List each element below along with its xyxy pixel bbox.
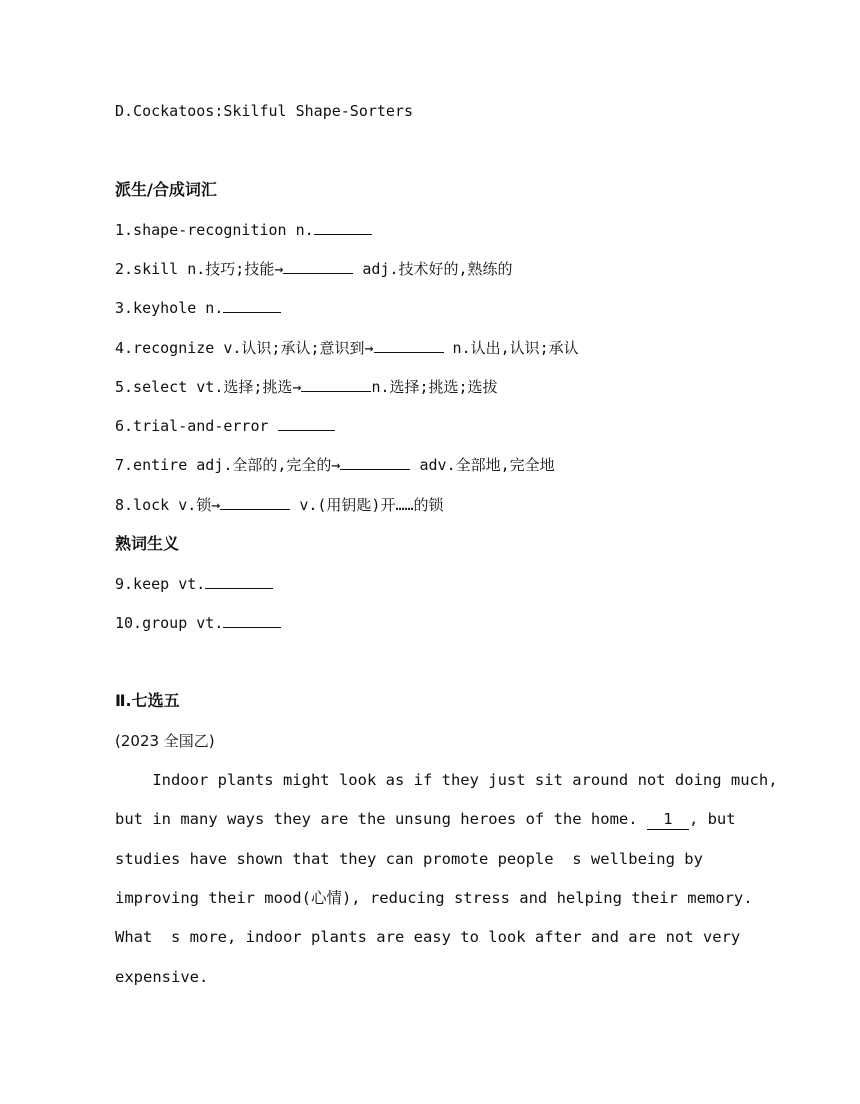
section-heading-seven: Ⅱ.七选五 (115, 691, 180, 710)
passage-text: , but (688, 810, 736, 828)
passage-line-2 (115, 809, 736, 830)
answer-blank (223, 612, 281, 628)
section-heading-familiar: 熟词生义 (115, 534, 180, 553)
vocab-prefix: 8.lock v.锁→ (115, 496, 221, 514)
vocab-prefix: 4.recognize v.认识;承认;意识到→ (115, 339, 374, 357)
vocab-suffix: adj.技术好的,熟练的 (353, 260, 513, 278)
passage-line-3: studies have shown that they can promote people s wellbeing by (115, 850, 703, 868)
answer-blank (374, 337, 444, 353)
vocab-prefix: 9.keep vt. (115, 575, 206, 593)
answer-blank (301, 376, 371, 392)
vocab-prefix: 5.select vt.选择;挑选→ (115, 378, 302, 396)
vocab-item-1 (115, 219, 372, 240)
vocab-suffix: adv.全部地,完全地 (410, 456, 555, 474)
vocab-prefix: 1.shape-recognition n. (115, 221, 314, 239)
vocab-prefix: 7.entire adj.全部的,完全的→ (115, 456, 341, 474)
vocab-item-9 (115, 573, 273, 594)
passage-line-1: Indoor plants might look as if they just sit around not doing much, (115, 771, 778, 789)
vocab-prefix: 3.keyhole n. (115, 299, 224, 317)
vocab-item-7 (115, 454, 555, 475)
answer-blank (223, 297, 281, 313)
vocab-item-3 (115, 297, 281, 318)
vocab-item-4 (115, 337, 579, 358)
vocab-prefix: 6.trial-and-error (115, 417, 278, 435)
answer-blank (283, 258, 353, 274)
vocab-prefix: 2.skill n.技巧;技能→ (115, 260, 284, 278)
answer-blank (340, 454, 410, 470)
vocab-item-6 (115, 415, 335, 436)
vocab-item-8 (115, 494, 444, 515)
answer-blank (314, 219, 372, 235)
vocab-prefix: 10.group vt. (115, 614, 224, 632)
vocab-item-10 (115, 612, 281, 633)
section-heading-derived: 派生/合成词汇 (115, 180, 217, 199)
passage-text: but in many ways they are the unsung heroes of the home. (115, 810, 638, 828)
blank-1: 1 (647, 809, 689, 830)
answer-blank (220, 494, 290, 510)
vocab-suffix: v.(用钥匙)开……的锁 (290, 496, 444, 514)
vocab-suffix: n.认出,认识;承认 (443, 339, 579, 357)
passage-line-6: expensive. (115, 968, 209, 986)
answer-blank (205, 573, 273, 589)
vocab-suffix: n.选择;挑选;选拔 (371, 378, 498, 396)
vocab-item-2 (115, 258, 513, 279)
source-note: (2023 全国乙) (115, 732, 215, 750)
passage-line-4: improving their mood(心情), reducing stress and helping their memory. (115, 889, 753, 907)
vocab-item-5 (115, 376, 498, 397)
option-d: D.Cockatoos:Skilful Shape-Sorters (115, 102, 414, 120)
answer-blank (278, 415, 335, 431)
passage-line-5: What s more, indoor plants are easy to look after and are not very (115, 928, 741, 946)
